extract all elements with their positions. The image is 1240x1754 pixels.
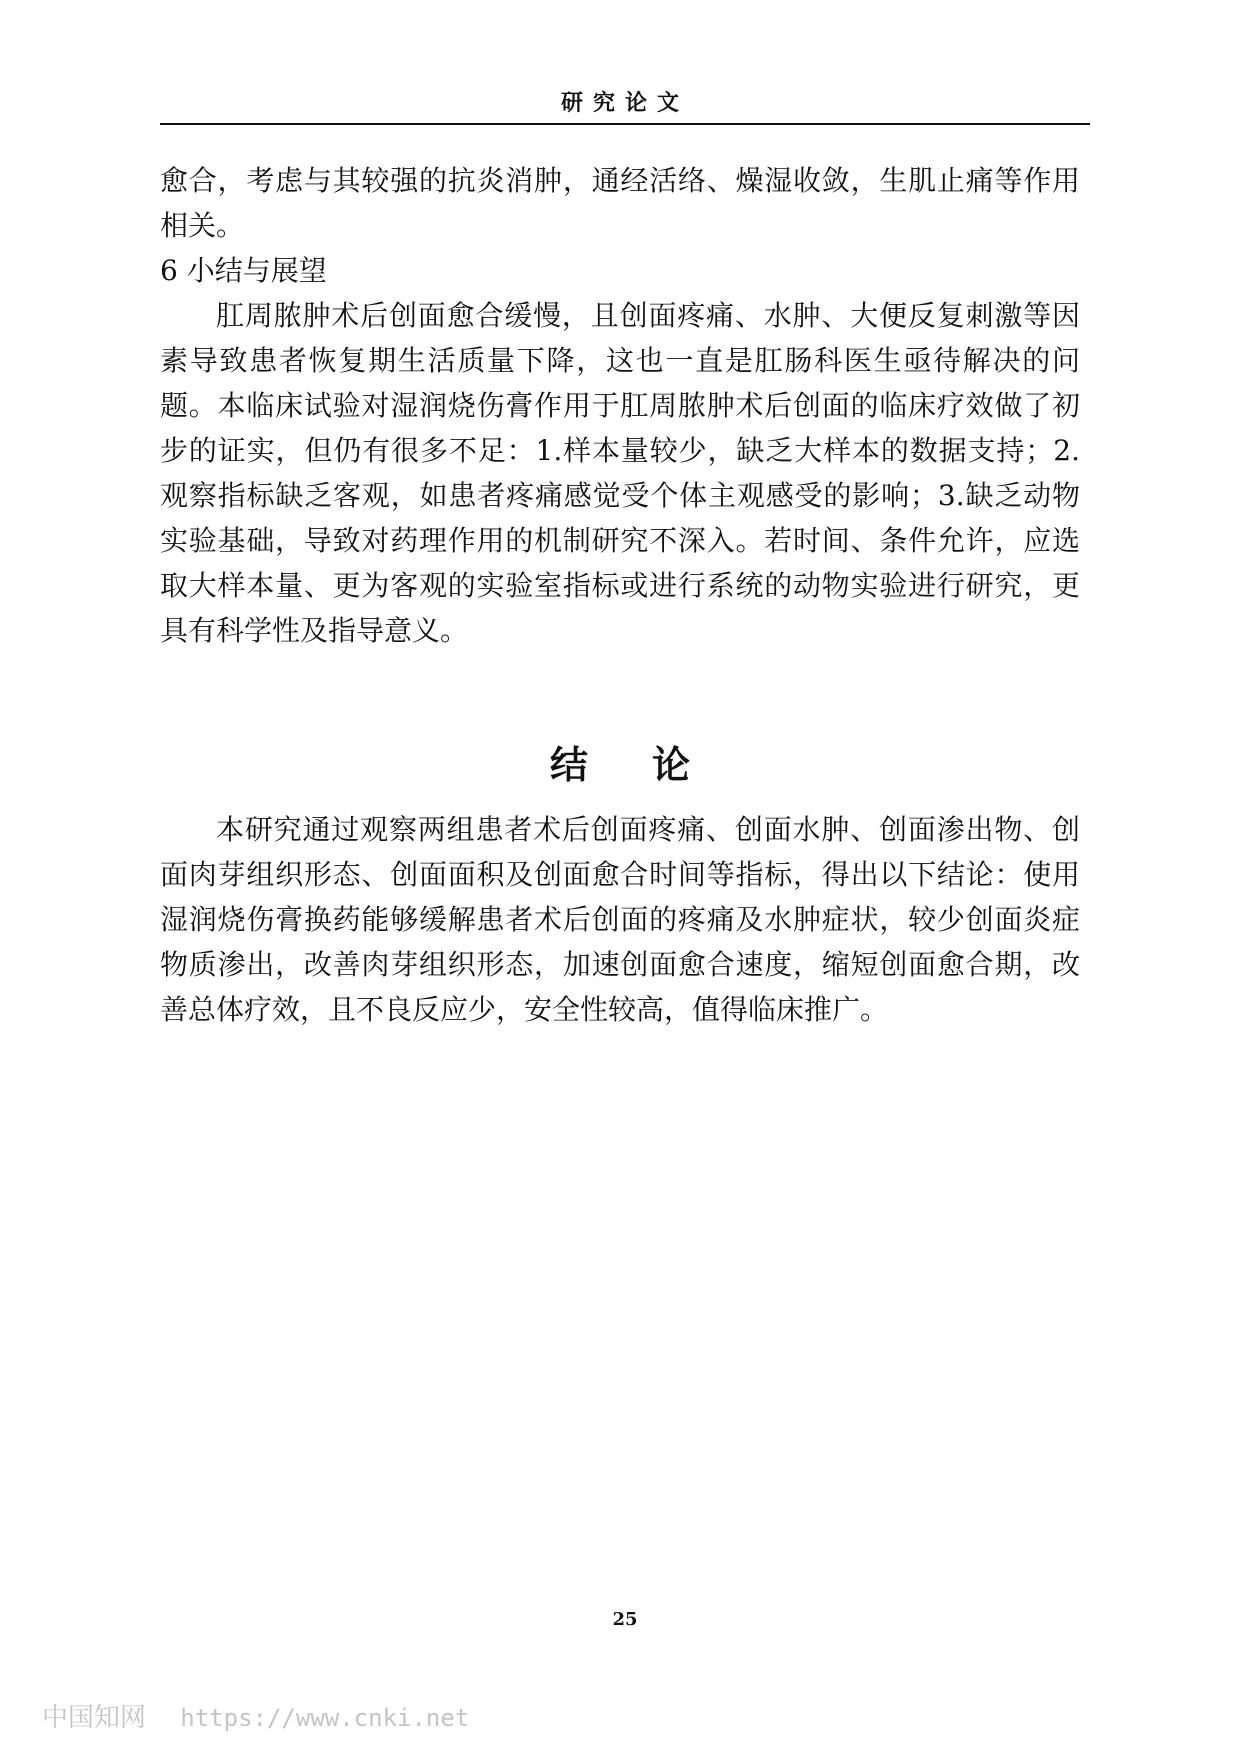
watermark bbox=[42, 1700, 469, 1736]
continued-paragraph: 愈合，考虑与其较强的抗炎消肿，通经活络、燥湿收敛，生肌止痛等作用相关。 bbox=[160, 164, 1080, 242]
conclusion-title: 结论 bbox=[549, 741, 754, 787]
conclusion-paragraph: 本研究通过观察两组患者术后创面疼痛、创面水肿、创面渗出物、创面肉芽组织形态、创面面积及创面愈合时间等指标，得出以下结论：使用湿润烧伤膏换药能够缓解患者术后创面的疼痛及水肿症状，较少创面炎症物质渗出，改善肉芽组织形态，加速创面愈合速度，缩短创面愈合期，改善总体疗效，且不良反应少，安全性较高，值得临床推广。 bbox=[160, 813, 1080, 1026]
page-number: 25 bbox=[612, 1609, 638, 1630]
upper-text-block bbox=[160, 158, 1080, 653]
running-header: 研究论文 bbox=[560, 90, 689, 116]
conclusion-text-block bbox=[160, 807, 1080, 1032]
watermark-name: 中国知网 bbox=[42, 1703, 147, 1733]
watermark-url: https://www.cnki.net bbox=[180, 1704, 470, 1732]
header-rule bbox=[160, 123, 1090, 125]
summary-paragraph: 肛周脓肿术后创面愈合缓慢，且创面疼痛、水肿、大便反复刺激等因素导致患者恢复期生活质量下降，这也一直是肛肠科医生亟待解决的问题。本临床试验对湿润烧伤膏作用于肛周脓肿术后创面的临床疗效做了初步的证实，但仍有很多不足：1.样本量较少，缺乏大样本的数据支持；2.观察指标缺乏客观，如患者疼痛感觉受个体主观感受的影响；3.缺乏动物实验基础，导致对药理作用的机制研究不深入。若时间、条件允许，应选取大样本量、更为客观的实验室指标或进行系统的动物实验进行研究，更具有科学性及指导意义。 bbox=[160, 299, 1080, 647]
section-subheading: 6 小结与展望 bbox=[160, 254, 327, 287]
